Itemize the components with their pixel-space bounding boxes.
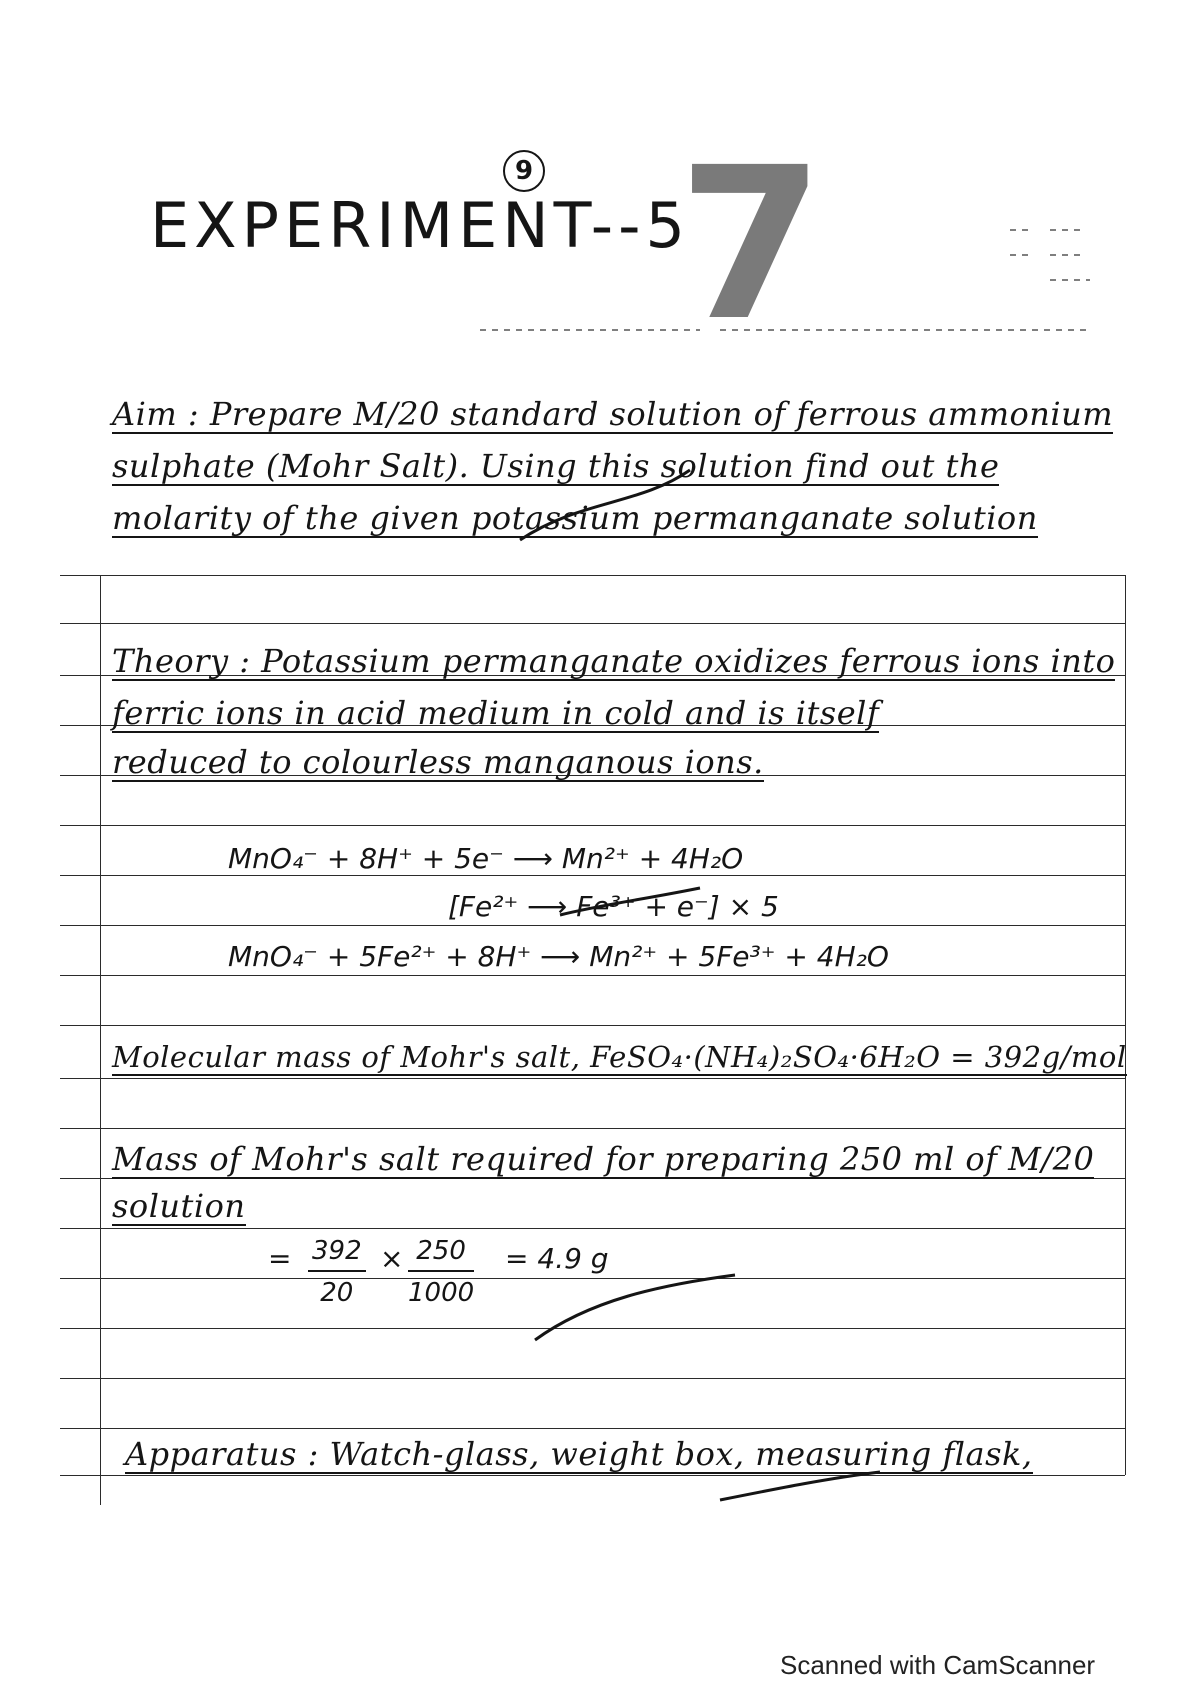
calc-times: ×	[380, 1242, 404, 1275]
aim-line-2: sulphate (Mohr Salt). Using this solution find out the	[112, 447, 1000, 485]
check-mark-calculation	[535, 1275, 735, 1340]
aim-line-3: molarity of the given potassium permanganate solution	[112, 499, 1038, 537]
overlay-number: 7	[678, 122, 825, 367]
fraction-denominator: 20	[320, 1278, 354, 1308]
fraction-numerator: 250	[408, 1236, 474, 1272]
calc-result: = 4.9 g	[505, 1242, 609, 1275]
page-number: 9	[503, 150, 545, 192]
check-mark-aim	[520, 470, 690, 540]
equation-3: MnO₄⁻ + 5Fe²⁺ + 8H⁺ ⟶ Mn²⁺ + 5Fe³⁺ + 4H₂O	[228, 940, 889, 973]
calc-equals: =	[268, 1242, 292, 1275]
aim-line-1: Aim : Prepare M/20 standard solution of ferrous ammonium	[112, 395, 1114, 433]
equation-1: MnO₄⁻ + 8H⁺ + 5e⁻ ⟶ Mn²⁺ + 4H₂O	[228, 842, 744, 875]
apparatus-line: Apparatus : Watch-glass, weight box, measuring flask,	[125, 1435, 1033, 1473]
theory-line-3: reduced to colourless manganous ions.	[112, 743, 764, 781]
fraction-denominator: 1000	[408, 1278, 475, 1308]
mass-required-line-1: Mass of Mohr's salt required for preparing 250 ml of M/20	[112, 1140, 1095, 1178]
molecular-mass-line: Molecular mass of Mohr's salt, FeSO₄·(NH₄)₂SO₄·6H₂O = 392g/mol	[112, 1040, 1127, 1074]
equation-2: [Fe²⁺ ⟶ Fe³⁺ + e⁻] × 5	[448, 890, 779, 923]
dash-marks	[480, 230, 1090, 330]
mass-required-line-2: solution	[112, 1187, 246, 1225]
theory-line-1: Theory : Potassium permanganate oxidizes ferrous ions into	[112, 642, 1116, 680]
theory-line-2: ferric ions in acid medium in cold and is itself	[112, 694, 880, 732]
check-mark-equation	[560, 888, 700, 915]
page-title: EXPERIMENT--5	[150, 189, 690, 262]
check-mark-apparatus	[720, 1472, 880, 1500]
scanner-watermark: Scanned with CamScanner	[780, 1650, 1096, 1680]
fraction-numerator: 392	[308, 1236, 366, 1272]
